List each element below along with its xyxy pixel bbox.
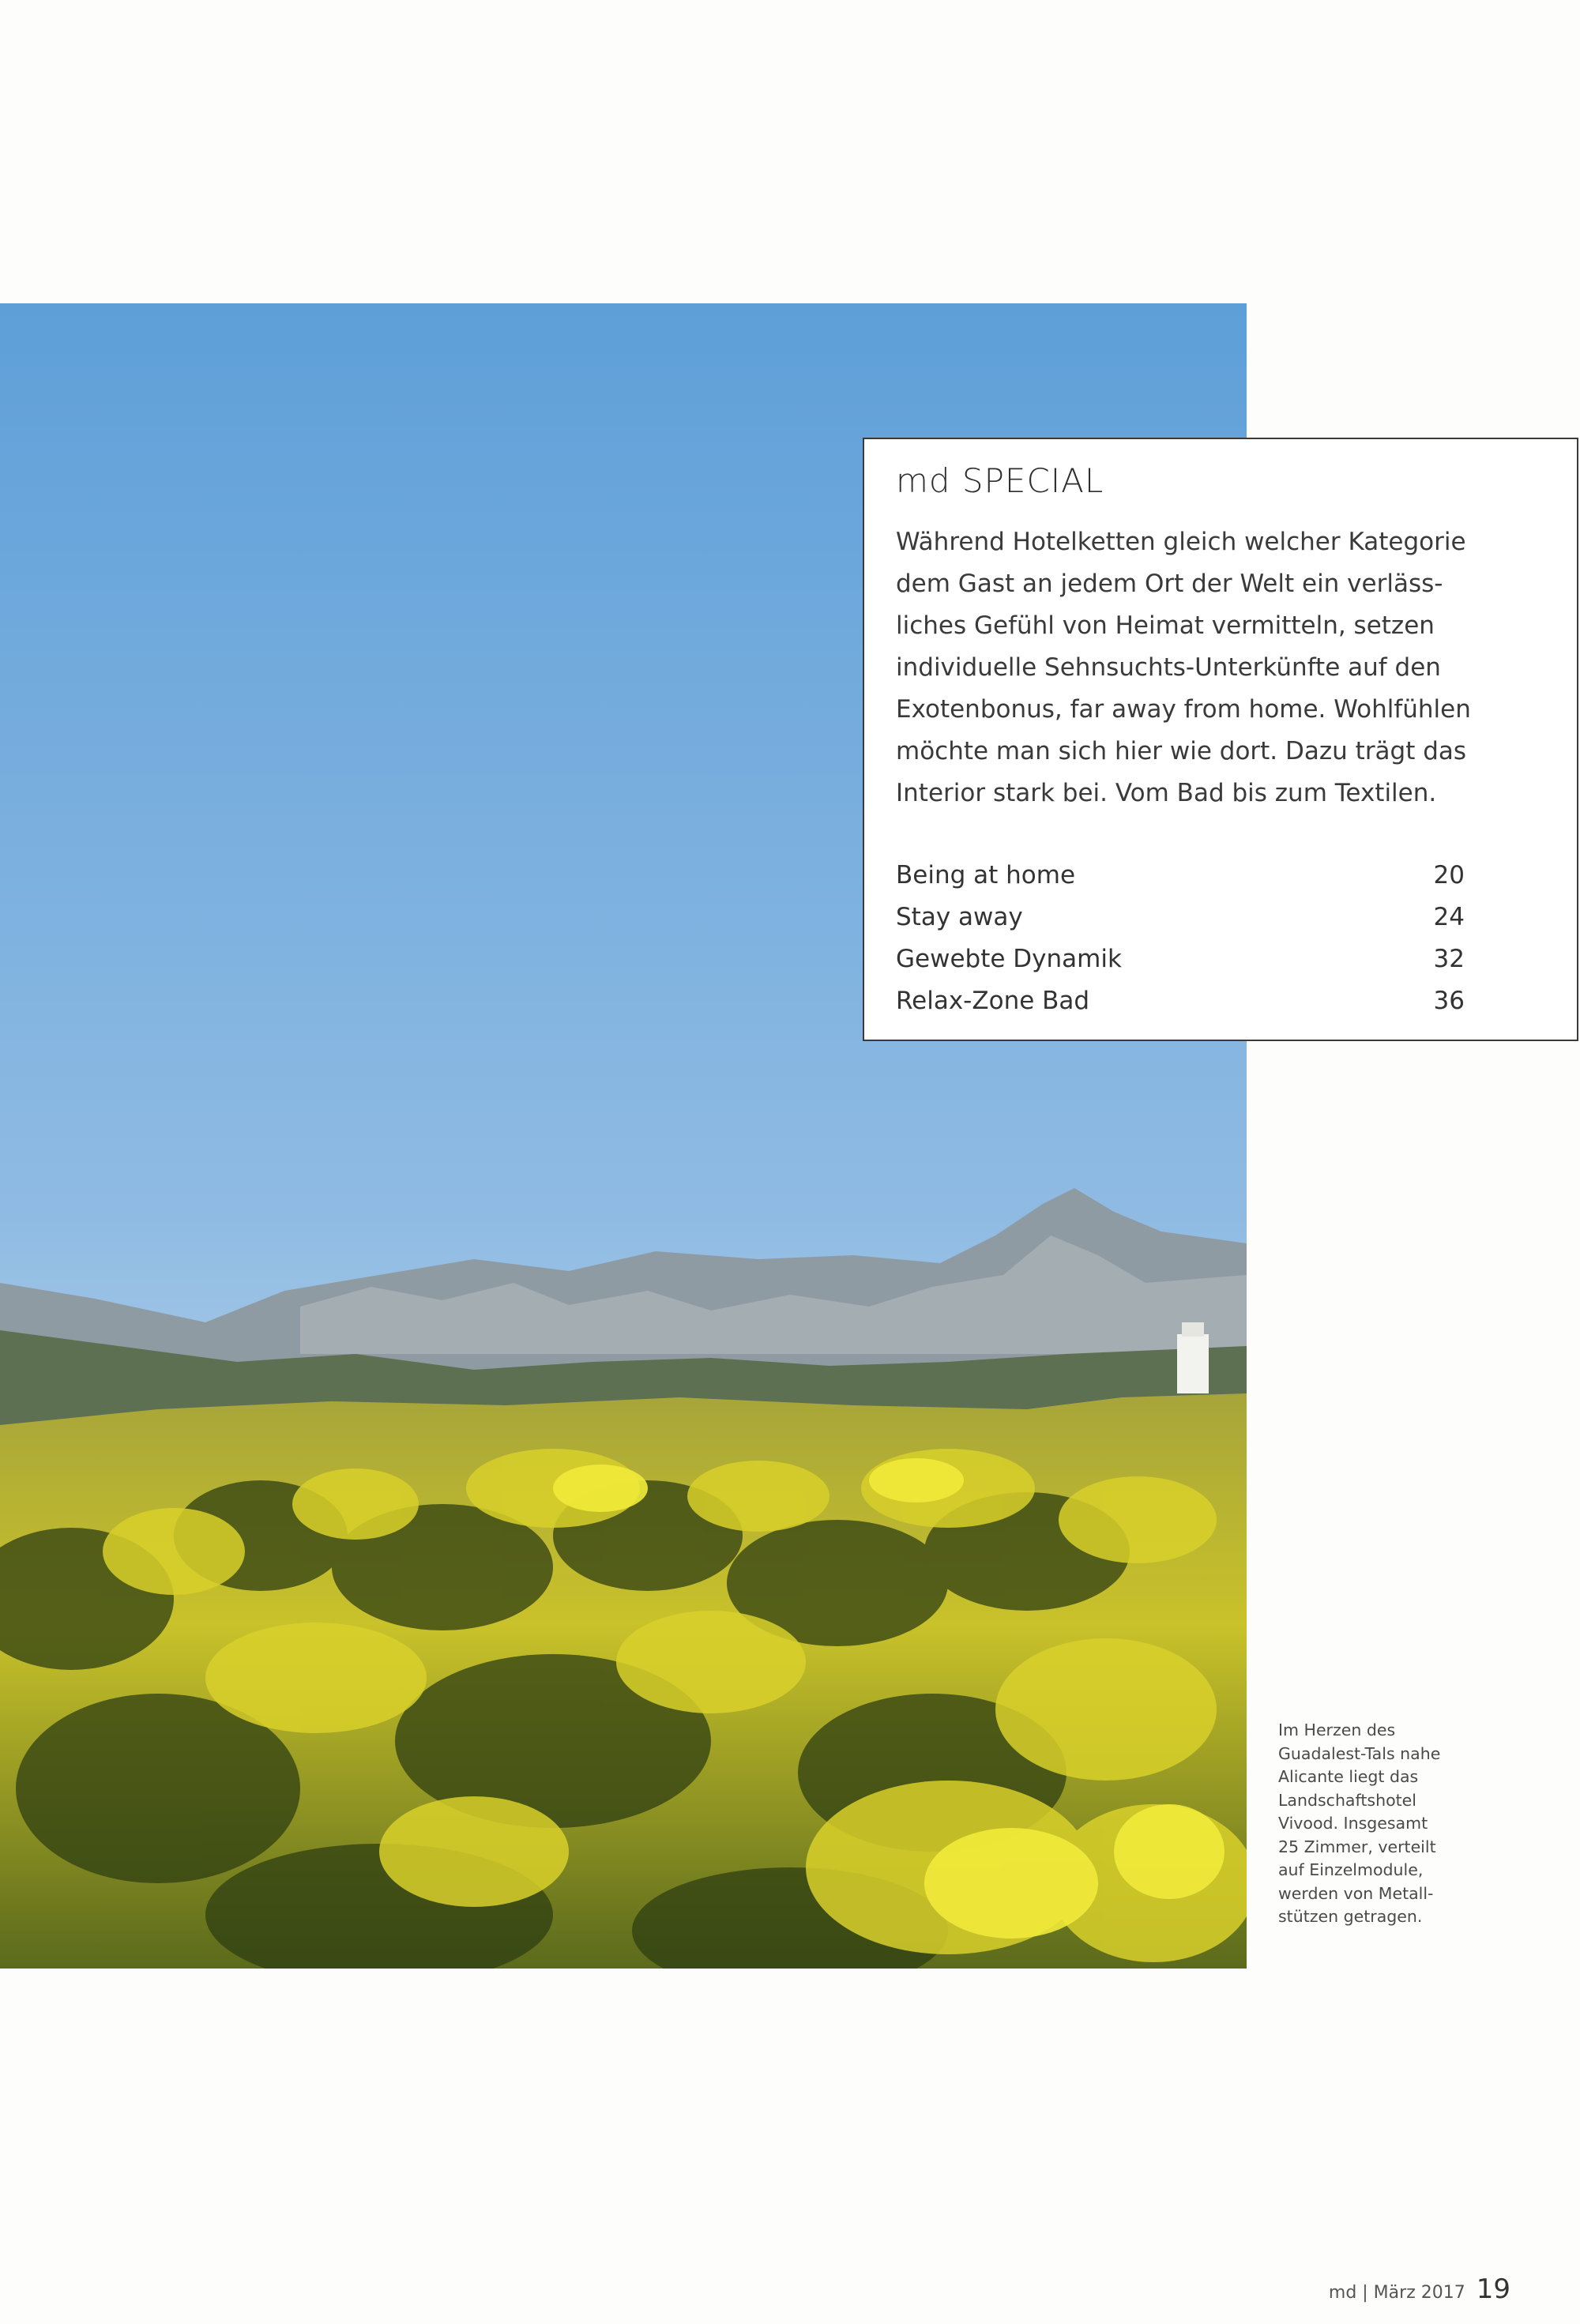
toc-item[interactable]	[896, 855, 1465, 897]
toc-label: Gewebte Dynamik	[896, 945, 1122, 973]
intro-line: liches Gefühl von Heimat vermitteln, setzen	[896, 611, 1435, 640]
toc-label: Stay away	[896, 903, 1023, 931]
magazine-issue: md | März 2017	[1328, 2283, 1465, 2303]
toc-label: Being at home	[896, 861, 1076, 889]
toc-label: Relax-Zone Bad	[896, 987, 1090, 1015]
toc-page: 36	[1433, 987, 1465, 1015]
caption-line: Vivood. Insgesamt	[1278, 1814, 1428, 1833]
page-number: 19	[1476, 2273, 1510, 2305]
white-tower	[1177, 1334, 1209, 1393]
caption-line: Landschaftshotel	[1278, 1790, 1416, 1810]
table-of-contents	[896, 855, 1465, 1022]
special-intro-text	[896, 521, 1520, 814]
intro-line: dem Gast an jedem Ort der Welt ein verläss-	[896, 570, 1443, 598]
toc-page: 32	[1433, 945, 1465, 973]
intro-line: Interior stark bei. Vom Bad bis zum Textilen.	[896, 779, 1437, 807]
special-info-box	[863, 438, 1578, 1041]
page-footer	[1329, 2273, 1510, 2305]
caption-line: Im Herzen des	[1278, 1720, 1396, 1739]
caption-line: Guadalest-Tals nahe	[1278, 1743, 1441, 1763]
intro-line: Exotenbonus, far away from home. Wohlfühlen	[896, 695, 1471, 724]
caption-line: Alicante liegt das	[1278, 1767, 1419, 1786]
toc-page: 24	[1433, 903, 1465, 931]
photo-caption	[1278, 1719, 1468, 1929]
intro-line: möchte man sich hier wie dort. Dazu trägt das	[896, 737, 1467, 765]
toc-item[interactable]	[896, 897, 1465, 938]
toc-item[interactable]	[896, 938, 1465, 980]
caption-line: stützen getragen.	[1278, 1907, 1423, 1926]
toc-item[interactable]	[896, 980, 1465, 1022]
white-tower-top	[1182, 1322, 1204, 1337]
toc-page: 20	[1433, 861, 1465, 889]
caption-line: 25 Zimmer, verteilt	[1278, 1837, 1436, 1856]
caption-line: auf Einzelmodule,	[1278, 1860, 1424, 1879]
special-title: md SPECIAL	[896, 461, 1104, 500]
caption-line: werden von Metall-	[1278, 1883, 1434, 1903]
intro-line: individuelle Sehnsuchts-Unterkünfte auf den	[896, 653, 1441, 682]
intro-line: Während Hotelketten gleich welcher Kategorie	[896, 528, 1466, 556]
